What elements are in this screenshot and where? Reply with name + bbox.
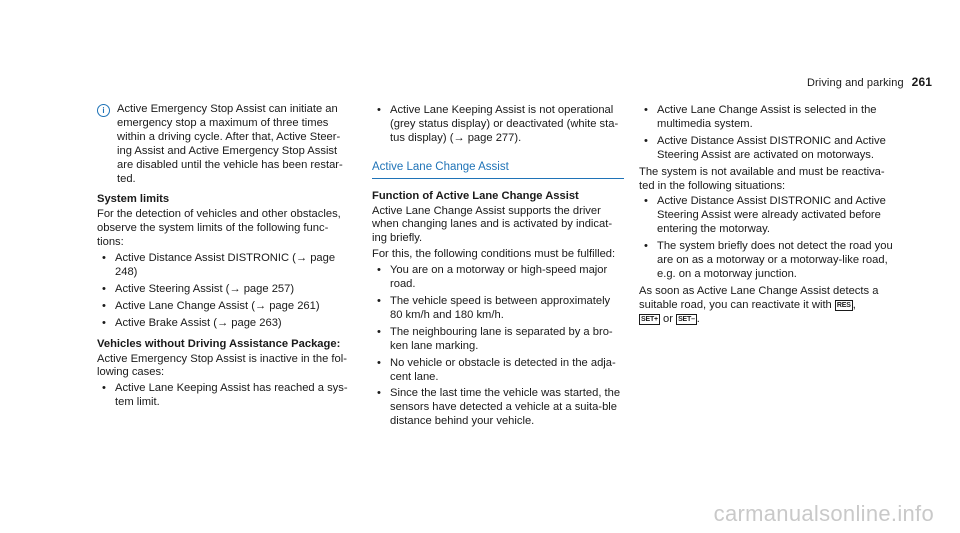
bullet-icon: • bbox=[644, 134, 648, 147]
section-title: Active Lane Change Assist bbox=[372, 161, 624, 179]
or-text: or bbox=[663, 312, 673, 325]
list-item: • You are on a motorway or high-speed major road. bbox=[377, 264, 608, 291]
page-header bbox=[807, 75, 932, 89]
bullet-icon: • bbox=[102, 316, 106, 329]
list-item: • The system briefly does not detect the road you are on as a motorway or a motorway-like road, e.g. on a motorway junction. bbox=[644, 240, 893, 280]
note-text: Active Emergency Stop Assist can initiate an emergency stop a maximum of three times within a driving cycle. After that, Active Steer-ing Assist and Active Emergency Stop Assist are disabled until the vehicle has been restar-ted. bbox=[117, 103, 343, 185]
conditions-list bbox=[372, 264, 624, 429]
page-number: 261 bbox=[911, 75, 932, 89]
continued-conditions-list bbox=[639, 104, 899, 163]
no-package-list bbox=[97, 382, 349, 410]
system-limits-list bbox=[97, 252, 349, 331]
res-key-icon: RES bbox=[836, 301, 851, 309]
list-item: • The neighbouring lane is separated by a bro-ken lane marking. bbox=[377, 325, 613, 352]
bullet-icon: • bbox=[377, 356, 381, 369]
bullet-icon: • bbox=[102, 282, 106, 295]
bullet-icon: • bbox=[644, 240, 648, 253]
list-item: • No vehicle or obstacle is detected in the adja-cent lane. bbox=[377, 356, 616, 383]
reactivate-intro: The system is not available and must be reactiva-ted in the following situations: bbox=[639, 165, 885, 192]
bullet-icon: • bbox=[102, 382, 106, 395]
list-item[interactable]: • Active Lane Keeping Assist is not operational (grey status display) or deactivated (white sta-tus display) (→ page 277). bbox=[377, 104, 619, 144]
note-block bbox=[97, 103, 349, 186]
bullet-icon: • bbox=[102, 252, 106, 265]
list-item: • Since the last time the vehicle was started, the sensors have detected a vehicle at a suita-ble distance behind your vehicle. bbox=[377, 387, 621, 428]
conditions-intro: For this, the following conditions must be fulfilled: bbox=[372, 248, 616, 261]
continued-list bbox=[372, 104, 624, 146]
list-item: • The vehicle speed is between approximately 80 km/h and 180 km/h. bbox=[377, 294, 611, 321]
column-2 bbox=[372, 103, 624, 432]
system-limits-heading: System limits bbox=[97, 193, 170, 206]
bullet-icon: • bbox=[377, 104, 381, 116]
list-item[interactable]: • Active Steering Assist (→ page 257) bbox=[102, 282, 295, 295]
column-1 bbox=[97, 103, 349, 413]
reactivate-list bbox=[639, 195, 899, 281]
header-title: Driving and parking bbox=[806, 77, 904, 89]
no-package-intro: Active Emergency Stop Assist is inactive in the fol-lowing cases: bbox=[97, 352, 347, 379]
set-plus-key-icon: SET+ bbox=[641, 315, 658, 323]
list-item[interactable]: • Active Brake Assist (→ page 263) bbox=[102, 316, 282, 329]
function-text: Active Lane Change Assist supports the driver when changing lanes and is activated by indicat-ing briefly. bbox=[372, 204, 613, 245]
detect-text: As soon as Active Lane Change Assist detects a suitable road, you can reactivate it with bbox=[639, 284, 879, 311]
list-item[interactable]: • Active Distance Assist DISTRONIC (→ page 248) bbox=[102, 252, 336, 278]
detect-paragraph: As soon as Active Lane Change Assist detects a suitable road, you can reactivate it with RES , SET+ or SET– . bbox=[639, 284, 879, 325]
list-item: • Active Distance Assist DISTRONIC and Active Steering Assist were already activated before entering the motorway. bbox=[644, 195, 886, 236]
bullet-icon: • bbox=[644, 195, 648, 208]
list-item[interactable]: • Active Lane Change Assist (→ page 261) bbox=[102, 299, 320, 312]
list-item: • Active Lane Keeping Assist has reached a sys-tem limit. bbox=[102, 382, 348, 409]
function-heading: Function of Active Lane Change Assist bbox=[372, 189, 579, 202]
bullet-icon: • bbox=[377, 264, 381, 277]
bullet-icon: • bbox=[102, 299, 106, 312]
no-package-heading: Vehicles without Driving Assistance Package: bbox=[97, 337, 341, 350]
bullet-icon: • bbox=[644, 104, 648, 116]
column-3 bbox=[639, 103, 899, 329]
info-icon: i bbox=[97, 104, 110, 117]
list-item: • Active Lane Change Assist is selected in the multimedia system. bbox=[644, 104, 877, 130]
list-item: • Active Distance Assist DISTRONIC and Active Steering Assist are activated on motorways. bbox=[644, 134, 886, 161]
set-minus-key-icon: SET– bbox=[678, 315, 695, 323]
system-limits-intro: For the detection of vehicles and other obstacles, observe the system limits of the following func-tions: bbox=[97, 208, 341, 249]
watermark: carmanualsonline.info bbox=[713, 501, 934, 526]
bullet-icon: • bbox=[377, 387, 381, 400]
bullet-icon: • bbox=[377, 325, 381, 338]
bullet-icon: • bbox=[377, 294, 381, 307]
